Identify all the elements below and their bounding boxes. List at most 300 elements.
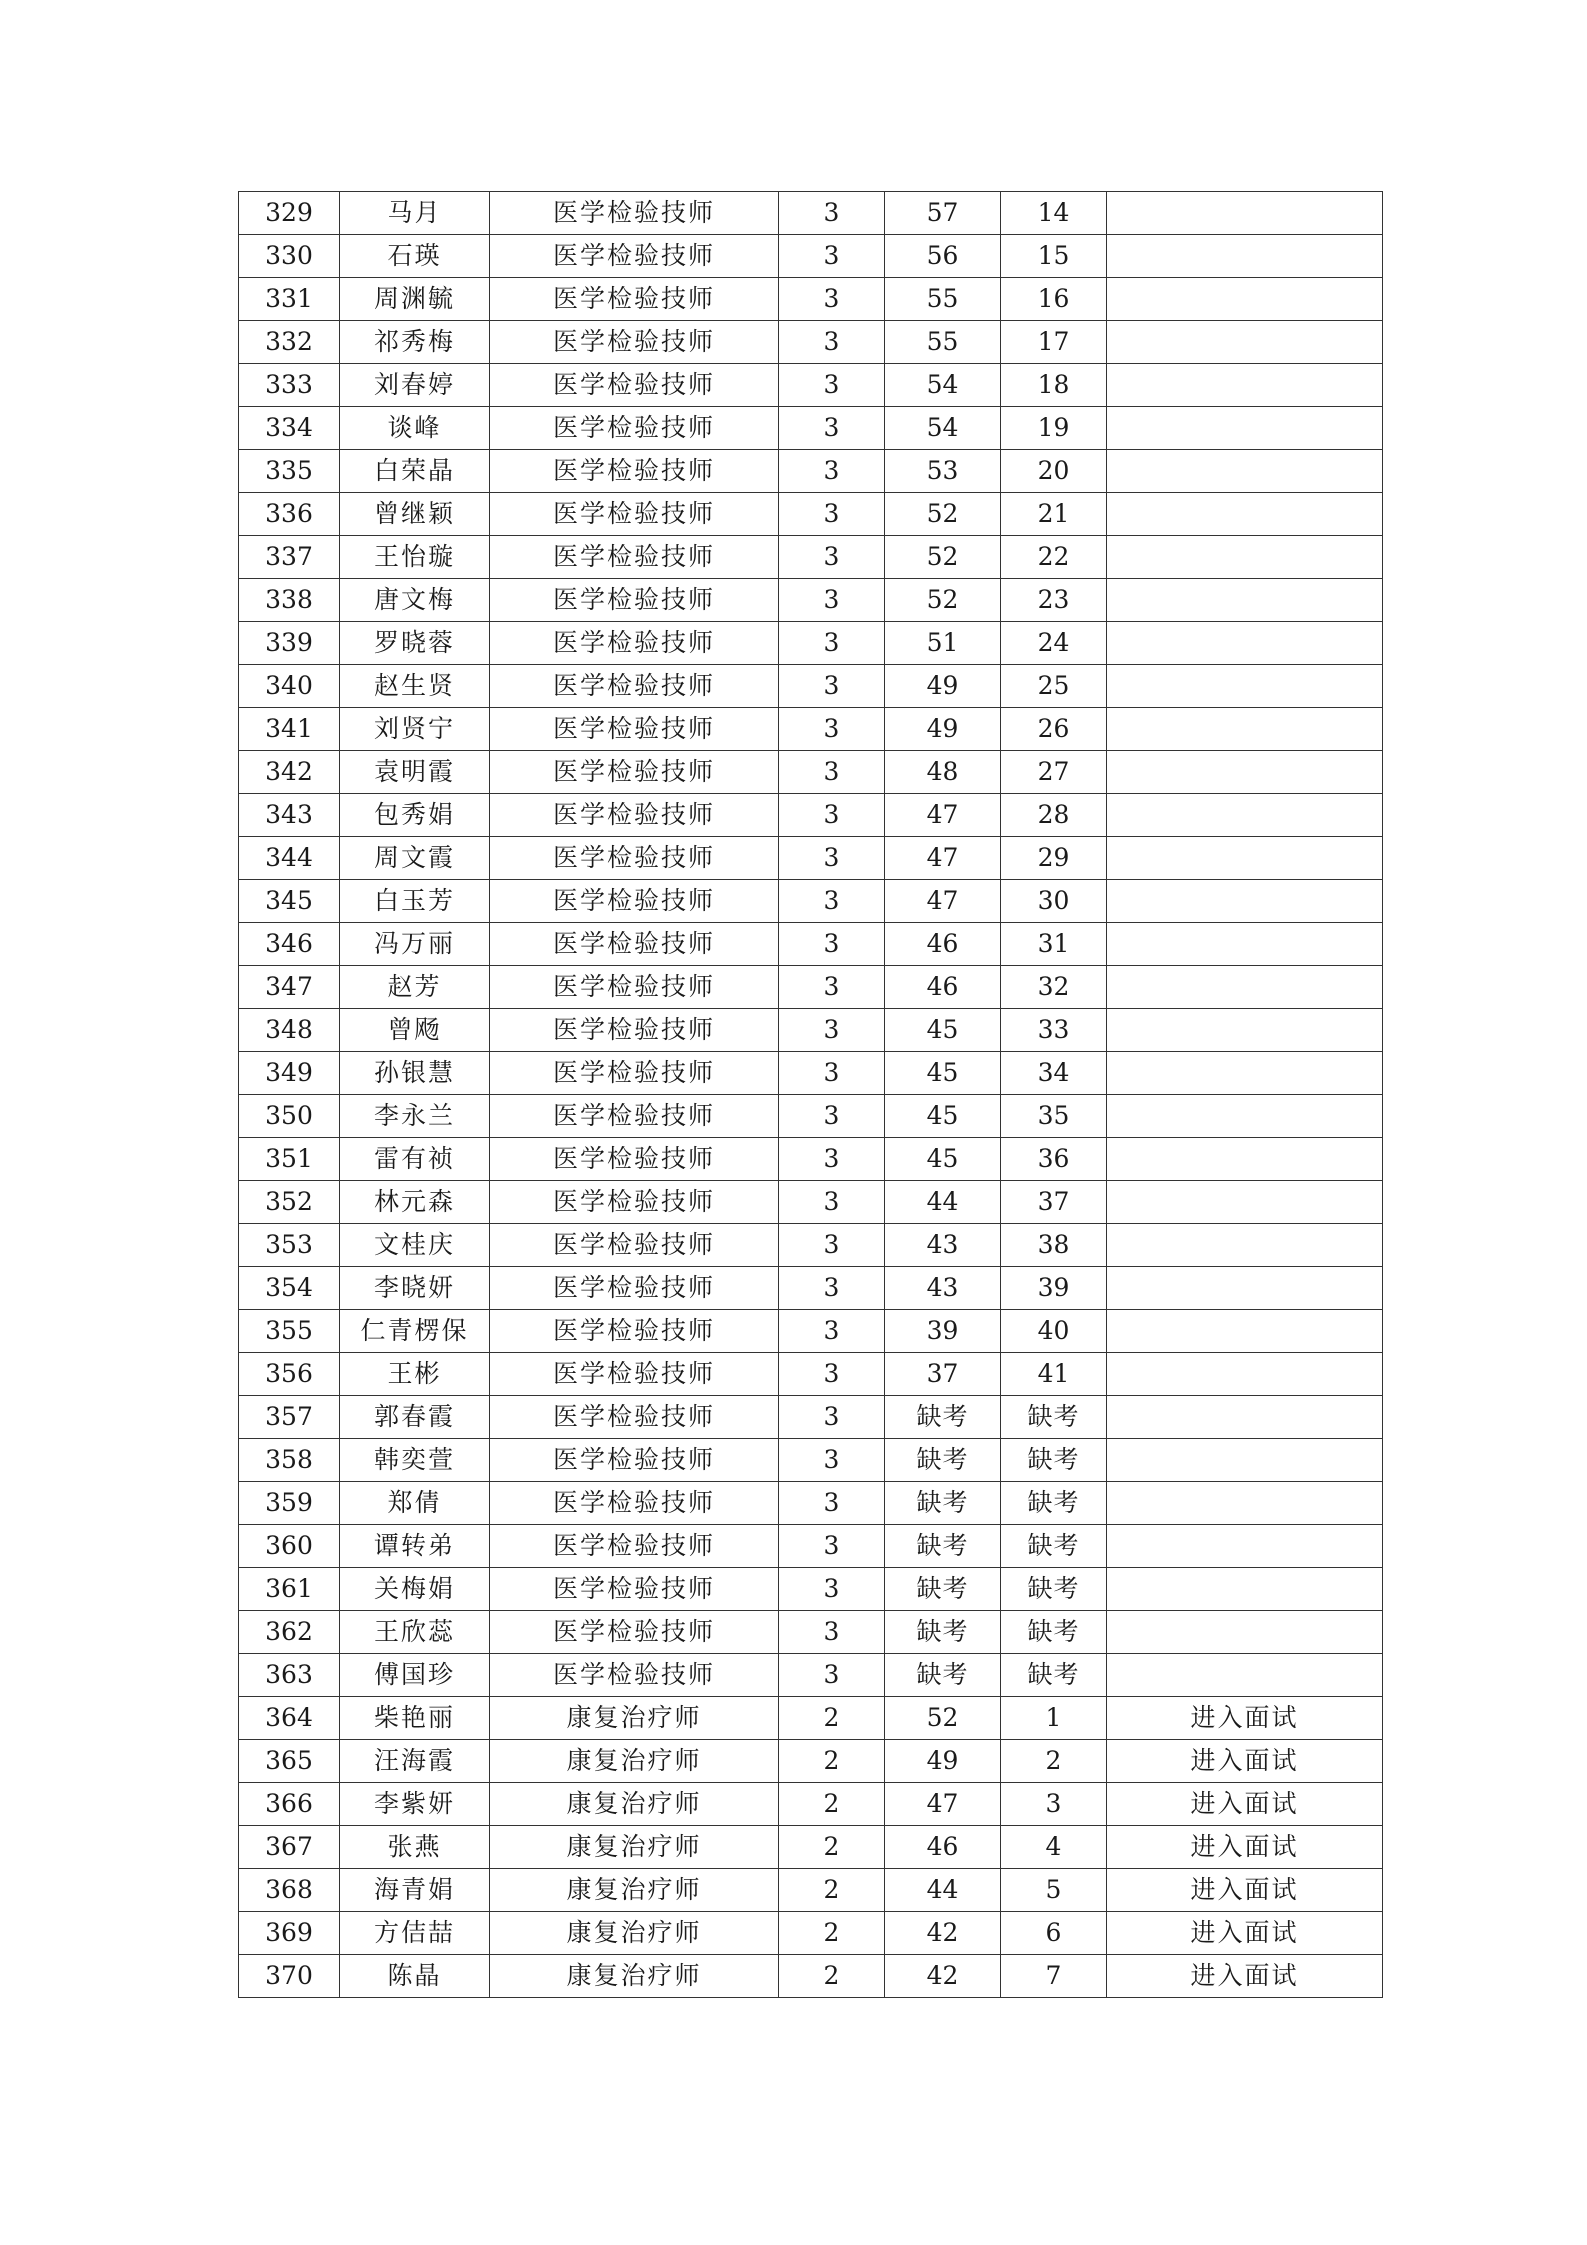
hiring-quota-cell: 3 — [779, 1095, 885, 1138]
serial-number-cell: 350 — [239, 1095, 340, 1138]
serial-number-cell: 362 — [239, 1611, 340, 1654]
rank-cell: 16 — [1001, 278, 1107, 321]
position-cell: 康复治疗师 — [490, 1740, 779, 1783]
hiring-quota-cell: 3 — [779, 923, 885, 966]
candidate-name-cell: 郑倩 — [340, 1482, 490, 1525]
remark-cell — [1107, 837, 1383, 880]
candidate-name-cell: 周文霞 — [340, 837, 490, 880]
remark-cell — [1107, 1095, 1383, 1138]
hiring-quota-cell: 3 — [779, 1439, 885, 1482]
position-cell: 医学检验技师 — [490, 665, 779, 708]
written-score-cell: 42 — [885, 1912, 1001, 1955]
table-row — [239, 450, 1383, 493]
rank-cell: 5 — [1001, 1869, 1107, 1912]
remark-cell: 进入面试 — [1107, 1869, 1383, 1912]
hiring-quota-cell: 3 — [779, 192, 885, 235]
table-row — [239, 1181, 1383, 1224]
rank-cell: 缺考 — [1001, 1654, 1107, 1697]
rank-cell: 38 — [1001, 1224, 1107, 1267]
table-row — [239, 1396, 1383, 1439]
rank-cell: 24 — [1001, 622, 1107, 665]
position-cell: 医学检验技师 — [490, 579, 779, 622]
position-cell: 医学检验技师 — [490, 235, 779, 278]
written-score-cell: 45 — [885, 1095, 1001, 1138]
hiring-quota-cell: 2 — [779, 1912, 885, 1955]
written-score-cell: 52 — [885, 536, 1001, 579]
written-score-cell: 49 — [885, 1740, 1001, 1783]
candidate-name-cell: 仁青楞保 — [340, 1310, 490, 1353]
position-cell: 医学检验技师 — [490, 794, 779, 837]
results-table — [238, 191, 1383, 1998]
rank-cell: 15 — [1001, 235, 1107, 278]
position-cell: 医学检验技师 — [490, 622, 779, 665]
position-cell: 康复治疗师 — [490, 1912, 779, 1955]
candidate-name-cell: 王怡璇 — [340, 536, 490, 579]
table-row — [239, 1611, 1383, 1654]
remark-cell — [1107, 1181, 1383, 1224]
rank-cell: 2 — [1001, 1740, 1107, 1783]
position-cell: 医学检验技师 — [490, 192, 779, 235]
remark-cell — [1107, 880, 1383, 923]
position-cell: 康复治疗师 — [490, 1826, 779, 1869]
written-score-cell: 51 — [885, 622, 1001, 665]
written-score-cell: 55 — [885, 321, 1001, 364]
written-score-cell: 54 — [885, 364, 1001, 407]
hiring-quota-cell: 3 — [779, 579, 885, 622]
candidate-name-cell: 罗晓蓉 — [340, 622, 490, 665]
rank-cell: 缺考 — [1001, 1396, 1107, 1439]
candidate-name-cell: 周渊毓 — [340, 278, 490, 321]
position-cell: 医学检验技师 — [490, 1224, 779, 1267]
serial-number-cell: 358 — [239, 1439, 340, 1482]
remark-cell: 进入面试 — [1107, 1912, 1383, 1955]
candidate-name-cell: 赵生贤 — [340, 665, 490, 708]
hiring-quota-cell: 3 — [779, 1181, 885, 1224]
candidate-name-cell: 袁明霞 — [340, 751, 490, 794]
written-score-cell: 47 — [885, 880, 1001, 923]
table-row — [239, 880, 1383, 923]
serial-number-cell: 356 — [239, 1353, 340, 1396]
written-score-cell: 55 — [885, 278, 1001, 321]
hiring-quota-cell: 3 — [779, 235, 885, 278]
rank-cell: 29 — [1001, 837, 1107, 880]
written-score-cell: 42 — [885, 1955, 1001, 1998]
hiring-quota-cell: 2 — [779, 1783, 885, 1826]
candidate-name-cell: 关梅娟 — [340, 1568, 490, 1611]
serial-number-cell: 340 — [239, 665, 340, 708]
written-score-cell: 57 — [885, 192, 1001, 235]
hiring-quota-cell: 3 — [779, 493, 885, 536]
rank-cell: 17 — [1001, 321, 1107, 364]
serial-number-cell: 332 — [239, 321, 340, 364]
table-row — [239, 708, 1383, 751]
written-score-cell: 56 — [885, 235, 1001, 278]
serial-number-cell: 344 — [239, 837, 340, 880]
serial-number-cell: 342 — [239, 751, 340, 794]
hiring-quota-cell: 3 — [779, 751, 885, 794]
position-cell: 医学检验技师 — [490, 1439, 779, 1482]
serial-number-cell: 336 — [239, 493, 340, 536]
rank-cell: 32 — [1001, 966, 1107, 1009]
written-score-cell: 43 — [885, 1224, 1001, 1267]
candidate-name-cell: 林元森 — [340, 1181, 490, 1224]
hiring-quota-cell: 2 — [779, 1697, 885, 1740]
table-row — [239, 1783, 1383, 1826]
serial-number-cell: 333 — [239, 364, 340, 407]
position-cell: 康复治疗师 — [490, 1869, 779, 1912]
table-row — [239, 1052, 1383, 1095]
rank-cell: 4 — [1001, 1826, 1107, 1869]
candidate-name-cell: 石瑛 — [340, 235, 490, 278]
serial-number-cell: 361 — [239, 1568, 340, 1611]
table-row — [239, 1525, 1383, 1568]
serial-number-cell: 370 — [239, 1955, 340, 1998]
table-row — [239, 1955, 1383, 1998]
remark-cell — [1107, 192, 1383, 235]
candidate-name-cell: 赵芳 — [340, 966, 490, 1009]
remark-cell — [1107, 1568, 1383, 1611]
candidate-name-cell: 李晓妍 — [340, 1267, 490, 1310]
table-row — [239, 1310, 1383, 1353]
serial-number-cell: 338 — [239, 579, 340, 622]
remark-cell — [1107, 450, 1383, 493]
candidate-name-cell: 谈峰 — [340, 407, 490, 450]
serial-number-cell: 341 — [239, 708, 340, 751]
hiring-quota-cell: 3 — [779, 794, 885, 837]
serial-number-cell: 347 — [239, 966, 340, 1009]
position-cell: 医学检验技师 — [490, 536, 779, 579]
rank-cell: 34 — [1001, 1052, 1107, 1095]
remark-cell — [1107, 794, 1383, 837]
written-score-cell: 52 — [885, 579, 1001, 622]
hiring-quota-cell: 3 — [779, 1525, 885, 1568]
rank-cell: 3 — [1001, 1783, 1107, 1826]
position-cell: 医学检验技师 — [490, 837, 779, 880]
hiring-quota-cell: 3 — [779, 536, 885, 579]
hiring-quota-cell: 3 — [779, 622, 885, 665]
position-cell: 医学检验技师 — [490, 1095, 779, 1138]
candidate-name-cell: 海青娟 — [340, 1869, 490, 1912]
hiring-quota-cell: 3 — [779, 1611, 885, 1654]
serial-number-cell: 352 — [239, 1181, 340, 1224]
rank-cell: 30 — [1001, 880, 1107, 923]
table-row — [239, 1740, 1383, 1783]
remark-cell — [1107, 622, 1383, 665]
rank-cell: 缺考 — [1001, 1568, 1107, 1611]
position-cell: 医学检验技师 — [490, 966, 779, 1009]
candidate-name-cell: 冯万丽 — [340, 923, 490, 966]
table-row — [239, 1138, 1383, 1181]
hiring-quota-cell: 3 — [779, 1482, 885, 1525]
candidate-name-cell: 谭转弟 — [340, 1525, 490, 1568]
table-row — [239, 622, 1383, 665]
rank-cell: 缺考 — [1001, 1525, 1107, 1568]
position-cell: 医学检验技师 — [490, 880, 779, 923]
rank-cell: 1 — [1001, 1697, 1107, 1740]
written-score-cell: 45 — [885, 1009, 1001, 1052]
hiring-quota-cell: 3 — [779, 450, 885, 493]
serial-number-cell: 343 — [239, 794, 340, 837]
written-score-cell: 缺考 — [885, 1439, 1001, 1482]
hiring-quota-cell: 3 — [779, 1052, 885, 1095]
serial-number-cell: 369 — [239, 1912, 340, 1955]
serial-number-cell: 365 — [239, 1740, 340, 1783]
table-row — [239, 235, 1383, 278]
table-row — [239, 536, 1383, 579]
rank-cell: 6 — [1001, 1912, 1107, 1955]
table-row — [239, 493, 1383, 536]
remark-cell — [1107, 1138, 1383, 1181]
written-score-cell: 缺考 — [885, 1525, 1001, 1568]
position-cell: 医学检验技师 — [490, 1310, 779, 1353]
position-cell: 医学检验技师 — [490, 321, 779, 364]
remark-cell — [1107, 1267, 1383, 1310]
remark-cell — [1107, 1611, 1383, 1654]
written-score-cell: 47 — [885, 794, 1001, 837]
table-row — [239, 1095, 1383, 1138]
written-score-cell: 49 — [885, 708, 1001, 751]
remark-cell: 进入面试 — [1107, 1826, 1383, 1869]
serial-number-cell: 363 — [239, 1654, 340, 1697]
remark-cell: 进入面试 — [1107, 1955, 1383, 1998]
table-row — [239, 192, 1383, 235]
position-cell: 医学检验技师 — [490, 1525, 779, 1568]
written-score-cell: 缺考 — [885, 1482, 1001, 1525]
candidate-name-cell: 曾飏 — [340, 1009, 490, 1052]
serial-number-cell: 334 — [239, 407, 340, 450]
table-row — [239, 1912, 1383, 1955]
table-row — [239, 665, 1383, 708]
position-cell: 医学检验技师 — [490, 923, 779, 966]
table-row — [239, 923, 1383, 966]
hiring-quota-cell: 3 — [779, 1396, 885, 1439]
rank-cell: 31 — [1001, 923, 1107, 966]
position-cell: 医学检验技师 — [490, 493, 779, 536]
serial-number-cell: 330 — [239, 235, 340, 278]
remark-cell — [1107, 235, 1383, 278]
candidate-name-cell: 刘贤宁 — [340, 708, 490, 751]
candidate-name-cell: 马月 — [340, 192, 490, 235]
position-cell: 医学检验技师 — [490, 1654, 779, 1697]
table-row — [239, 1353, 1383, 1396]
hiring-quota-cell: 3 — [779, 708, 885, 751]
remark-cell — [1107, 1052, 1383, 1095]
written-score-cell: 37 — [885, 1353, 1001, 1396]
table-row — [239, 1224, 1383, 1267]
rank-cell: 7 — [1001, 1955, 1107, 1998]
remark-cell — [1107, 321, 1383, 364]
table-row — [239, 278, 1383, 321]
serial-number-cell: 366 — [239, 1783, 340, 1826]
hiring-quota-cell: 3 — [779, 1267, 885, 1310]
serial-number-cell: 368 — [239, 1869, 340, 1912]
remark-cell: 进入面试 — [1107, 1740, 1383, 1783]
serial-number-cell: 335 — [239, 450, 340, 493]
table-row — [239, 1009, 1383, 1052]
candidate-name-cell: 韩奕萱 — [340, 1439, 490, 1482]
candidate-name-cell: 王彬 — [340, 1353, 490, 1396]
hiring-quota-cell: 3 — [779, 321, 885, 364]
serial-number-cell: 355 — [239, 1310, 340, 1353]
position-cell: 医学检验技师 — [490, 278, 779, 321]
table-row — [239, 1826, 1383, 1869]
written-score-cell: 54 — [885, 407, 1001, 450]
position-cell: 医学检验技师 — [490, 1611, 779, 1654]
hiring-quota-cell: 3 — [779, 364, 885, 407]
serial-number-cell: 339 — [239, 622, 340, 665]
written-score-cell: 48 — [885, 751, 1001, 794]
hiring-quota-cell: 3 — [779, 1568, 885, 1611]
serial-number-cell: 359 — [239, 1482, 340, 1525]
written-score-cell: 46 — [885, 1826, 1001, 1869]
remark-cell — [1107, 1396, 1383, 1439]
table-row — [239, 579, 1383, 622]
candidate-name-cell: 傅国珍 — [340, 1654, 490, 1697]
table-row — [239, 837, 1383, 880]
candidate-name-cell: 柴艳丽 — [340, 1697, 490, 1740]
candidate-name-cell: 曾继颖 — [340, 493, 490, 536]
written-score-cell: 缺考 — [885, 1654, 1001, 1697]
rank-cell: 39 — [1001, 1267, 1107, 1310]
serial-number-cell: 349 — [239, 1052, 340, 1095]
candidate-name-cell: 方佶喆 — [340, 1912, 490, 1955]
hiring-quota-cell: 3 — [779, 1224, 885, 1267]
rank-cell: 22 — [1001, 536, 1107, 579]
serial-number-cell: 346 — [239, 923, 340, 966]
table-row — [239, 1697, 1383, 1740]
written-score-cell: 46 — [885, 966, 1001, 1009]
rank-cell: 40 — [1001, 1310, 1107, 1353]
remark-cell — [1107, 751, 1383, 794]
hiring-quota-cell: 3 — [779, 880, 885, 923]
serial-number-cell: 364 — [239, 1697, 340, 1740]
table-row — [239, 407, 1383, 450]
written-score-cell: 47 — [885, 837, 1001, 880]
rank-cell: 缺考 — [1001, 1482, 1107, 1525]
position-cell: 康复治疗师 — [490, 1697, 779, 1740]
rank-cell: 33 — [1001, 1009, 1107, 1052]
written-score-cell: 53 — [885, 450, 1001, 493]
hiring-quota-cell: 3 — [779, 407, 885, 450]
serial-number-cell: 329 — [239, 192, 340, 235]
serial-number-cell: 360 — [239, 1525, 340, 1568]
remark-cell: 进入面试 — [1107, 1697, 1383, 1740]
hiring-quota-cell: 3 — [779, 837, 885, 880]
rank-cell: 37 — [1001, 1181, 1107, 1224]
rank-cell: 35 — [1001, 1095, 1107, 1138]
written-score-cell: 39 — [885, 1310, 1001, 1353]
written-score-cell: 47 — [885, 1783, 1001, 1826]
remark-cell — [1107, 665, 1383, 708]
candidate-name-cell: 张燕 — [340, 1826, 490, 1869]
serial-number-cell: 348 — [239, 1009, 340, 1052]
table-row — [239, 1482, 1383, 1525]
hiring-quota-cell: 2 — [779, 1740, 885, 1783]
position-cell: 医学检验技师 — [490, 364, 779, 407]
rank-cell: 28 — [1001, 794, 1107, 837]
table-row — [239, 1568, 1383, 1611]
rank-cell: 23 — [1001, 579, 1107, 622]
hiring-quota-cell: 3 — [779, 1353, 885, 1396]
remark-cell — [1107, 1353, 1383, 1396]
remark-cell — [1107, 1525, 1383, 1568]
position-cell: 医学检验技师 — [490, 1482, 779, 1525]
rank-cell: 20 — [1001, 450, 1107, 493]
remark-cell — [1107, 1654, 1383, 1697]
remark-cell — [1107, 493, 1383, 536]
remark-cell — [1107, 536, 1383, 579]
serial-number-cell: 331 — [239, 278, 340, 321]
hiring-quota-cell: 3 — [779, 278, 885, 321]
table-row — [239, 794, 1383, 837]
hiring-quota-cell: 2 — [779, 1869, 885, 1912]
written-score-cell: 缺考 — [885, 1568, 1001, 1611]
candidate-name-cell: 陈晶 — [340, 1955, 490, 1998]
remark-cell — [1107, 1009, 1383, 1052]
table-row — [239, 321, 1383, 364]
rank-cell: 21 — [1001, 493, 1107, 536]
table-row — [239, 1654, 1383, 1697]
serial-number-cell: 351 — [239, 1138, 340, 1181]
written-score-cell: 45 — [885, 1138, 1001, 1181]
rank-cell: 25 — [1001, 665, 1107, 708]
candidate-name-cell: 白荣晶 — [340, 450, 490, 493]
position-cell: 医学检验技师 — [490, 751, 779, 794]
table-row — [239, 1267, 1383, 1310]
position-cell: 医学检验技师 — [490, 1138, 779, 1181]
written-score-cell: 43 — [885, 1267, 1001, 1310]
remark-cell — [1107, 923, 1383, 966]
remark-cell: 进入面试 — [1107, 1783, 1383, 1826]
written-score-cell: 52 — [885, 493, 1001, 536]
position-cell: 医学检验技师 — [490, 1353, 779, 1396]
remark-cell — [1107, 1439, 1383, 1482]
written-score-cell: 缺考 — [885, 1396, 1001, 1439]
table-row — [239, 364, 1383, 407]
position-cell: 医学检验技师 — [490, 407, 779, 450]
serial-number-cell: 345 — [239, 880, 340, 923]
rank-cell: 缺考 — [1001, 1439, 1107, 1482]
remark-cell — [1107, 364, 1383, 407]
candidate-name-cell: 白玉芳 — [340, 880, 490, 923]
candidate-name-cell: 郭春霞 — [340, 1396, 490, 1439]
candidate-name-cell: 唐文梅 — [340, 579, 490, 622]
candidate-name-cell: 文桂庆 — [340, 1224, 490, 1267]
position-cell: 医学检验技师 — [490, 708, 779, 751]
remark-cell — [1107, 966, 1383, 1009]
hiring-quota-cell: 3 — [779, 966, 885, 1009]
position-cell: 医学检验技师 — [490, 1181, 779, 1224]
written-score-cell: 45 — [885, 1052, 1001, 1095]
written-score-cell: 46 — [885, 923, 1001, 966]
candidate-name-cell: 李永兰 — [340, 1095, 490, 1138]
table-row — [239, 1869, 1383, 1912]
position-cell: 医学检验技师 — [490, 450, 779, 493]
rank-cell: 缺考 — [1001, 1611, 1107, 1654]
hiring-quota-cell: 3 — [779, 1310, 885, 1353]
written-score-cell: 缺考 — [885, 1611, 1001, 1654]
rank-cell: 36 — [1001, 1138, 1107, 1181]
remark-cell — [1107, 708, 1383, 751]
remark-cell — [1107, 407, 1383, 450]
table-row — [239, 1439, 1383, 1482]
remark-cell — [1107, 278, 1383, 321]
position-cell: 医学检验技师 — [490, 1267, 779, 1310]
position-cell: 医学检验技师 — [490, 1009, 779, 1052]
position-cell: 康复治疗师 — [490, 1955, 779, 1998]
written-score-cell: 52 — [885, 1697, 1001, 1740]
rank-cell: 19 — [1001, 407, 1107, 450]
